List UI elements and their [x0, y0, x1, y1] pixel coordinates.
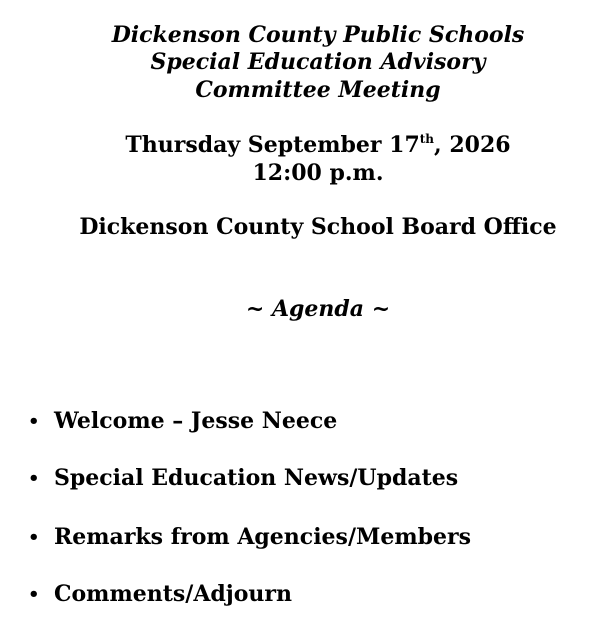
agenda-item-label: Special Education News/Updates — [54, 465, 459, 491]
agenda-item-label: Comments/Adjourn — [54, 581, 292, 607]
agenda-item-news-updates — [28, 465, 458, 492]
title-line-2: Special Education Advisory — [150, 49, 486, 75]
title-line-1: Dickenson County Public Schools — [111, 22, 525, 48]
bullet-icon: • — [28, 584, 40, 605]
bullet-icon: • — [28, 411, 40, 432]
title-line-3: Committee Meeting — [195, 77, 441, 103]
agenda-item-adjourn — [28, 581, 292, 608]
date-ordinal-suffix: th — [419, 132, 435, 146]
meeting-time: 12:00 p.m. — [252, 160, 384, 186]
agenda-heading: ~ Agenda ~ — [245, 296, 391, 322]
date-year: , 2026 — [434, 132, 511, 158]
bullet-icon: • — [28, 527, 40, 548]
agenda-item-remarks — [28, 524, 471, 551]
meeting-location: Dickenson County School Board Office — [79, 214, 557, 240]
bullet-icon: • — [28, 468, 40, 489]
agenda-item-label: Remarks from Agencies/Members — [54, 524, 471, 550]
date-prefix: Thursday September 17 — [125, 132, 420, 158]
meeting-date — [0, 132, 613, 159]
agenda-item-label: Welcome – Jesse Neece — [54, 408, 338, 434]
agenda-item-welcome — [28, 408, 337, 435]
